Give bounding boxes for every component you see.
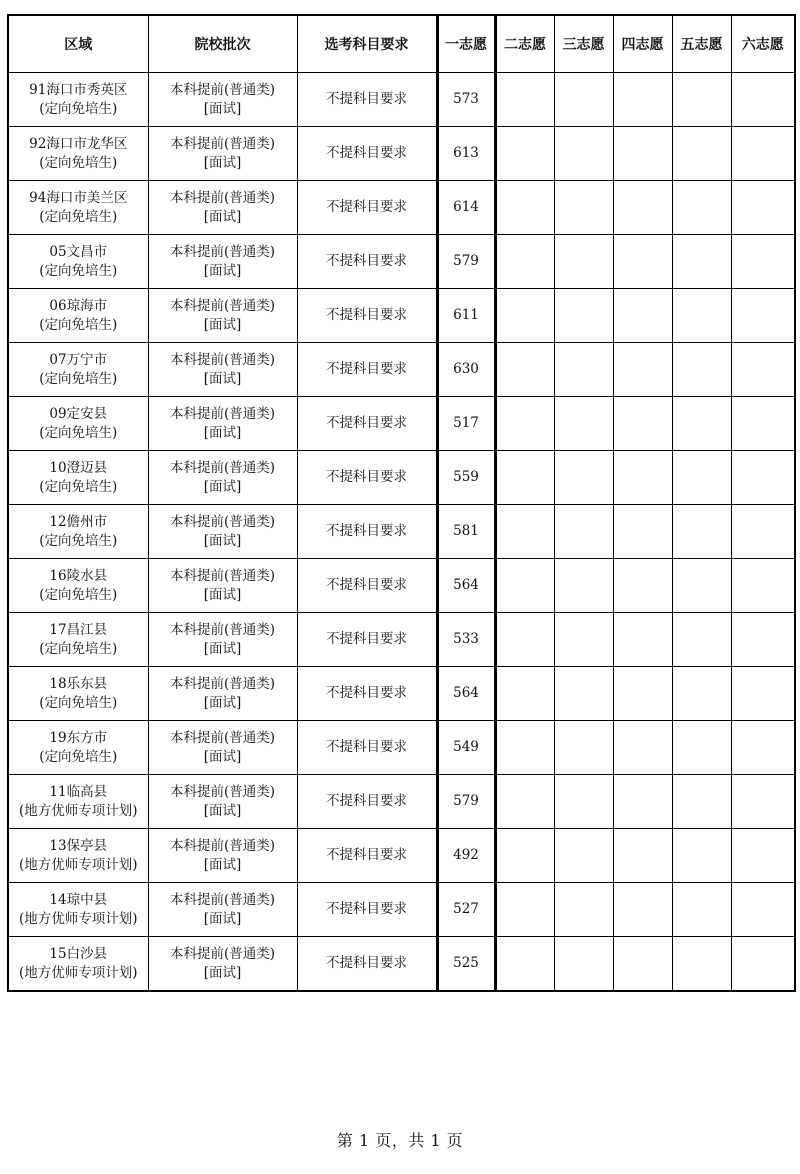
choice-1-score-cell: 533 [437,613,495,667]
choice-2-score-cell [495,883,554,937]
choice-3-score-cell [554,289,613,343]
subject-requirement-cell: 不提科目要求 [297,721,437,775]
header-choice-1: 一志愿 [437,15,495,73]
choice-2-score-cell [495,235,554,289]
choice-2-score-cell [495,829,554,883]
table-row [8,937,795,992]
batch-cell [148,343,297,397]
header-region: 区域 [8,15,148,73]
choice-6-score-cell [731,613,795,667]
choice-6-score-cell [731,73,795,127]
table-row [8,829,795,883]
batch-cell [148,181,297,235]
region-plan-type: (定向免培生) [39,262,118,279]
choice-4-score-cell [613,127,672,181]
region-cell [8,829,148,883]
choice-4-score-cell [613,829,672,883]
batch-note: [面试] [203,910,242,927]
region-cell [8,883,148,937]
header-choice-4: 四志愿 [613,15,672,73]
choice-6-score-cell [731,721,795,775]
region-cell [8,451,148,505]
subject-requirement-cell: 不提科目要求 [297,397,437,451]
batch-note: [面试] [203,586,242,603]
choice-6-score-cell [731,289,795,343]
batch-name: 本科提前(普通类) [169,837,276,854]
choice-5-score-cell [672,343,731,397]
choice-2-score-cell [495,667,554,721]
batch-cell [148,775,297,829]
choice-4-score-cell [613,667,672,721]
batch-note: [面试] [203,640,242,657]
batch-name: 本科提前(普通类) [169,243,276,260]
choice-4-score-cell [613,397,672,451]
choice-3-score-cell [554,235,613,289]
choice-3-score-cell [554,667,613,721]
region-plan-type: (定向免培生) [39,586,118,603]
region-name: 11临高县 [49,783,108,800]
table-row [8,235,795,289]
region-plan-type: (地方优师专项计划) [18,964,138,981]
batch-note: [面试] [203,748,242,765]
batch-cell [148,937,297,992]
region-plan-type: (定向免培生) [39,208,118,225]
batch-cell [148,289,297,343]
subject-requirement-cell: 不提科目要求 [297,289,437,343]
subject-requirement-cell: 不提科目要求 [297,73,437,127]
region-plan-type: (定向免培生) [39,640,118,657]
region-cell [8,721,148,775]
choice-6-score-cell [731,451,795,505]
choice-4-score-cell [613,613,672,667]
choice-4-score-cell [613,559,672,613]
choice-3-score-cell [554,397,613,451]
subject-requirement-cell: 不提科目要求 [297,559,437,613]
choice-3-score-cell [554,505,613,559]
region-plan-type: (地方优师专项计划) [18,910,138,927]
batch-name: 本科提前(普通类) [169,297,276,314]
table-row [8,613,795,667]
choice-3-score-cell [554,775,613,829]
region-cell [8,667,148,721]
region-cell [8,181,148,235]
choice-4-score-cell [613,775,672,829]
batch-name: 本科提前(普通类) [169,135,276,152]
choice-3-score-cell [554,721,613,775]
batch-note: [面试] [203,964,242,981]
choice-1-score-cell: 613 [437,127,495,181]
subject-requirement-cell: 不提科目要求 [297,613,437,667]
subject-requirement-cell: 不提科目要求 [297,343,437,397]
choice-2-score-cell [495,397,554,451]
choice-1-score-cell: 581 [437,505,495,559]
region-plan-type: (地方优师专项计划) [18,802,138,819]
header-choice-3: 三志愿 [554,15,613,73]
region-plan-type: (地方优师专项计划) [18,856,138,873]
choice-6-score-cell [731,883,795,937]
table-header-row [8,15,795,73]
choice-1-score-cell: 527 [437,883,495,937]
batch-cell [148,721,297,775]
subject-requirement-cell: 不提科目要求 [297,937,437,992]
region-cell [8,505,148,559]
batch-name: 本科提前(普通类) [169,513,276,530]
choice-5-score-cell [672,937,731,992]
choice-1-score-cell: 525 [437,937,495,992]
batch-name: 本科提前(普通类) [169,189,276,206]
region-plan-type: (定向免培生) [39,370,118,387]
region-name: 14琼中县 [49,891,108,908]
choice-5-score-cell [672,127,731,181]
table-row [8,73,795,127]
batch-name: 本科提前(普通类) [169,675,276,692]
choice-3-score-cell [554,127,613,181]
batch-cell [148,73,297,127]
region-name: 12儋州市 [49,513,108,530]
subject-requirement-cell: 不提科目要求 [297,505,437,559]
choice-3-score-cell [554,181,613,235]
choice-2-score-cell [495,721,554,775]
choice-5-score-cell [672,721,731,775]
region-cell [8,73,148,127]
table-body [8,73,795,992]
choice-1-score-cell: 614 [437,181,495,235]
page-footer: 第 1 页，共 1 页 [336,1131,464,1150]
region-cell [8,559,148,613]
choice-3-score-cell [554,451,613,505]
region-cell [8,613,148,667]
choice-5-score-cell [672,775,731,829]
batch-name: 本科提前(普通类) [169,405,276,422]
choice-5-score-cell [672,289,731,343]
region-name: 05文昌市 [49,243,108,260]
table-row [8,505,795,559]
batch-name: 本科提前(普通类) [169,621,276,638]
choice-4-score-cell [613,883,672,937]
region-cell [8,127,148,181]
region-plan-type: (定向免培生) [39,532,118,549]
batch-name: 本科提前(普通类) [169,81,276,98]
choice-1-score-cell: 559 [437,451,495,505]
batch-note: [面试] [203,370,242,387]
region-name: 17昌江县 [49,621,108,638]
choice-2-score-cell [495,73,554,127]
choice-6-score-cell [731,397,795,451]
header-choice-6: 六志愿 [731,15,795,73]
batch-cell [148,559,297,613]
choice-4-score-cell [613,289,672,343]
choice-6-score-cell [731,559,795,613]
choice-3-score-cell [554,559,613,613]
choice-5-score-cell [672,397,731,451]
batch-note: [面试] [203,478,242,495]
batch-name: 本科提前(普通类) [169,945,276,962]
subject-requirement-cell: 不提科目要求 [297,667,437,721]
choice-4-score-cell [613,181,672,235]
choice-2-score-cell [495,343,554,397]
choice-1-score-cell: 579 [437,775,495,829]
choice-6-score-cell [731,667,795,721]
region-plan-type: (定向免培生) [39,154,118,171]
choice-3-score-cell [554,883,613,937]
choice-6-score-cell [731,343,795,397]
subject-requirement-cell: 不提科目要求 [297,181,437,235]
header-batch: 院校批次 [148,15,297,73]
choice-4-score-cell [613,73,672,127]
choice-3-score-cell [554,829,613,883]
region-plan-type: (定向免培生) [39,478,118,495]
choice-5-score-cell [672,883,731,937]
choice-5-score-cell [672,829,731,883]
region-plan-type: (定向免培生) [39,694,118,711]
choice-3-score-cell [554,937,613,992]
choice-6-score-cell [731,127,795,181]
batch-note: [面试] [203,532,242,549]
batch-note: [面试] [203,154,242,171]
choice-1-score-cell: 517 [437,397,495,451]
batch-note: [面试] [203,424,242,441]
batch-cell [148,235,297,289]
batch-note: [面试] [203,100,242,117]
choice-2-score-cell [495,127,554,181]
table-row [8,883,795,937]
region-name: 18乐东县 [49,675,108,692]
batch-cell [148,451,297,505]
choice-6-score-cell [731,829,795,883]
batch-cell [148,127,297,181]
batch-note: [面试] [203,856,242,873]
region-cell [8,775,148,829]
choice-5-score-cell [672,451,731,505]
table-row [8,397,795,451]
header-choice-5: 五志愿 [672,15,731,73]
batch-cell [148,667,297,721]
region-name: 16陵水县 [49,567,108,584]
region-plan-type: (定向免培生) [39,748,118,765]
choice-2-score-cell [495,451,554,505]
subject-requirement-cell: 不提科目要求 [297,883,437,937]
choice-6-score-cell [731,181,795,235]
region-plan-type: (定向免培生) [39,316,118,333]
batch-note: [面试] [203,694,242,711]
batch-name: 本科提前(普通类) [169,459,276,476]
choice-1-score-cell: 564 [437,559,495,613]
header-subject-requirement: 选考科目要求 [297,15,437,73]
choice-3-score-cell [554,73,613,127]
batch-name: 本科提前(普通类) [169,891,276,908]
choice-1-score-cell: 549 [437,721,495,775]
region-name: 07万宁市 [49,351,108,368]
region-name: 06琼海市 [49,297,108,314]
subject-requirement-cell: 不提科目要求 [297,451,437,505]
table-row [8,343,795,397]
choice-4-score-cell [613,505,672,559]
choice-4-score-cell [613,451,672,505]
batch-note: [面试] [203,262,242,279]
table-row [8,667,795,721]
batch-note: [面试] [203,802,242,819]
batch-cell [148,397,297,451]
batch-cell [148,883,297,937]
batch-name: 本科提前(普通类) [169,729,276,746]
batch-cell [148,613,297,667]
region-name: 10澄迈县 [49,459,108,476]
region-plan-type: (定向免培生) [39,100,118,117]
choice-3-score-cell [554,613,613,667]
choice-6-score-cell [731,937,795,992]
choice-2-score-cell [495,937,554,992]
choice-4-score-cell [613,721,672,775]
choice-4-score-cell [613,235,672,289]
region-cell [8,397,148,451]
table-row [8,181,795,235]
subject-requirement-cell: 不提科目要求 [297,235,437,289]
choice-2-score-cell [495,181,554,235]
choice-6-score-cell [731,235,795,289]
choice-1-score-cell: 564 [437,667,495,721]
table-row [8,721,795,775]
batch-note: [面试] [203,208,242,225]
region-name: 13保亭县 [49,837,108,854]
choice-2-score-cell [495,289,554,343]
table-row [8,127,795,181]
batch-cell [148,829,297,883]
region-cell [8,343,148,397]
batch-name: 本科提前(普通类) [169,351,276,368]
region-name: 94海口市美兰区 [29,189,128,206]
subject-requirement-cell: 不提科目要求 [297,829,437,883]
region-plan-type: (定向免培生) [39,424,118,441]
choice-5-score-cell [672,181,731,235]
choice-6-score-cell [731,775,795,829]
region-cell [8,937,148,992]
choice-1-score-cell: 492 [437,829,495,883]
choice-1-score-cell: 611 [437,289,495,343]
choice-1-score-cell: 573 [437,73,495,127]
batch-name: 本科提前(普通类) [169,567,276,584]
region-name: 09定安县 [49,405,108,422]
batch-name: 本科提前(普通类) [169,783,276,800]
choice-3-score-cell [554,343,613,397]
choice-5-score-cell [672,559,731,613]
choice-6-score-cell [731,505,795,559]
choice-1-score-cell: 630 [437,343,495,397]
header-choice-2: 二志愿 [495,15,554,73]
batch-cell [148,505,297,559]
table-row [8,289,795,343]
region-name: 91海口市秀英区 [29,81,128,98]
region-name: 92海口市龙华区 [29,135,128,152]
choice-4-score-cell [613,343,672,397]
choice-5-score-cell [672,667,731,721]
region-name: 19东方市 [49,729,108,746]
admission-score-table [7,14,796,992]
choice-5-score-cell [672,73,731,127]
choice-5-score-cell [672,613,731,667]
subject-requirement-cell: 不提科目要求 [297,127,437,181]
region-name: 15白沙县 [49,945,108,962]
table-row [8,775,795,829]
choice-2-score-cell [495,775,554,829]
subject-requirement-cell: 不提科目要求 [297,775,437,829]
choice-4-score-cell [613,937,672,992]
choice-5-score-cell [672,235,731,289]
choice-2-score-cell [495,559,554,613]
choice-1-score-cell: 579 [437,235,495,289]
region-cell [8,235,148,289]
choice-2-score-cell [495,505,554,559]
choice-5-score-cell [672,505,731,559]
region-cell [8,289,148,343]
table-row [8,559,795,613]
batch-note: [面试] [203,316,242,333]
choice-2-score-cell [495,613,554,667]
table-row [8,451,795,505]
